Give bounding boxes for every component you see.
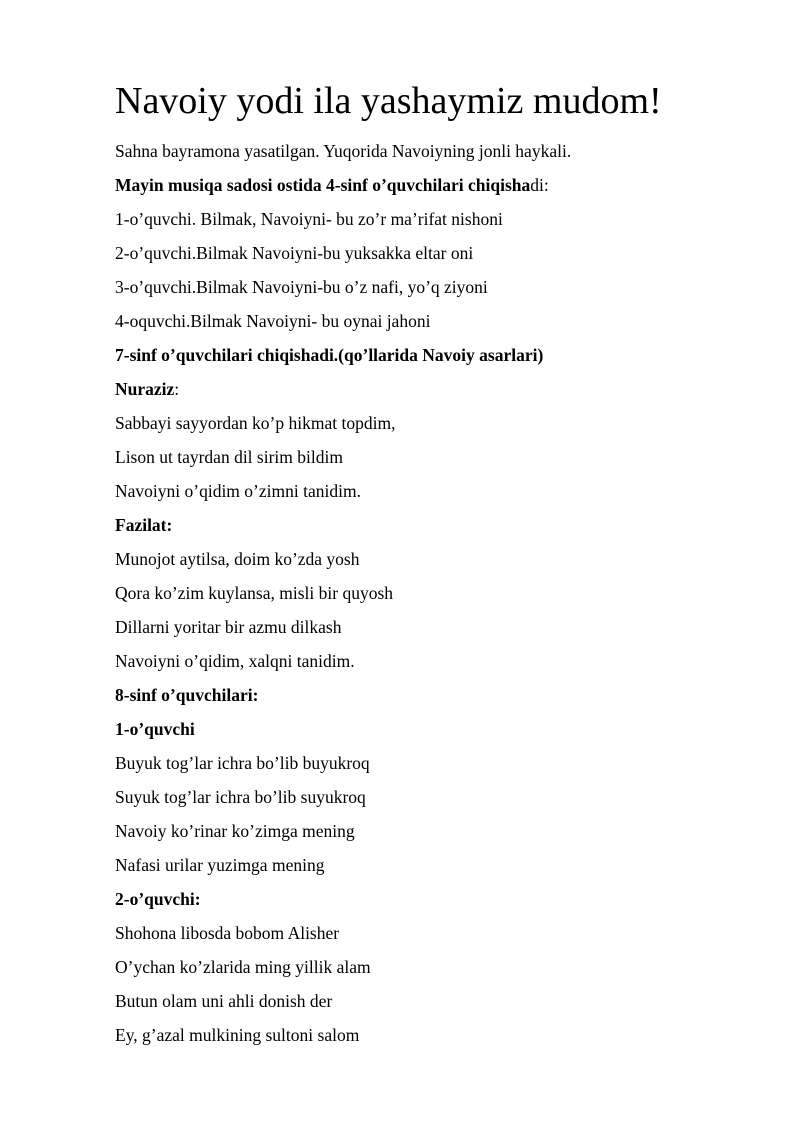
text-line <box>115 542 755 576</box>
line-text: 3-o’quvchi.Bilmak Navoiyni-bu o’z nafi, yo’q ziyoni <box>115 277 488 297</box>
line-suffix: : <box>174 379 180 399</box>
line-text: Sabbayi sayyordan ko’p hikmat topdim, <box>115 413 396 433</box>
text-line <box>115 916 755 950</box>
text-line <box>115 814 755 848</box>
line-text: Qora ko’zim kuylansa, misli bir quyosh <box>115 583 394 603</box>
bold-text-line <box>115 372 755 406</box>
line-text: Nafasi urilar yuzimga mening <box>115 855 325 875</box>
line-suffix: di: <box>530 175 549 195</box>
line-text: Munojot aytilsa, doim ko’zda yosh <box>115 549 360 569</box>
line-text: 1-o’quvchi <box>115 719 195 739</box>
text-line <box>115 576 755 610</box>
line-text: Suyuk tog’lar ichra bo’lib suyukroq <box>115 787 366 807</box>
text-line <box>115 440 755 474</box>
text-line <box>115 406 755 440</box>
line-text: Nuraziz <box>115 379 175 399</box>
text-line <box>115 848 755 882</box>
text-line <box>115 270 755 304</box>
line-text: Shohona libosda bobom Alisher <box>115 923 340 943</box>
text-line <box>115 950 755 984</box>
text-line <box>115 236 755 270</box>
text-line <box>115 984 755 1018</box>
bold-text-line <box>115 712 755 746</box>
line-text: Mayin musiqa sadosi ostida 4-sinf o’quvchilari chiqisha <box>115 175 531 195</box>
text-line <box>115 474 755 508</box>
document-title: Navoiy yodi ila yashaymiz mudom! <box>115 80 662 122</box>
line-text: Lison ut tayrdan dil sirim bildim <box>115 447 343 467</box>
line-text: Butun olam uni ahli donish der <box>115 991 333 1011</box>
line-text: Ey, g’azal mulkining sultoni salom <box>115 1025 360 1045</box>
line-text: 2-o’quvchi.Bilmak Navoiyni-bu yuksakka eltar oni <box>115 243 474 263</box>
line-text: 7-sinf o’quvchilari chiqishadi.(qo’llarida Navoiy asarlari) <box>115 345 544 365</box>
text-line <box>115 304 755 338</box>
line-text: 1-o’quvchi. Bilmak, Navoiyni- bu zo’r ma’rifat nishoni <box>115 209 503 229</box>
text-line <box>115 644 755 678</box>
line-text: Buyuk tog’lar ichra bo’lib buyukroq <box>115 753 370 773</box>
text-line <box>115 1018 755 1052</box>
line-text: Navoiy ko’rinar ko’zimga mening <box>115 821 355 841</box>
line-text: 8-sinf o’quvchilari: <box>115 685 259 705</box>
document-page <box>115 78 755 1052</box>
document-body <box>115 134 755 1052</box>
text-line <box>115 746 755 780</box>
line-text: Navoiyni o’qidim, xalqni tanidim. <box>115 651 355 671</box>
line-text: 4-oquvchi.Bilmak Navoiyni- bu oynai jahoni <box>115 311 431 331</box>
line-text: Dillarni yoritar bir azmu dilkash <box>115 617 342 637</box>
line-text: Sahna bayramona yasatilgan. Yuqorida Navoiyning jonli haykali. <box>115 141 572 161</box>
bold-text-line <box>115 168 755 202</box>
bold-text-line <box>115 338 755 372</box>
bold-text-line <box>115 882 755 916</box>
line-text: Fazilat: <box>115 515 173 535</box>
bold-text-line <box>115 508 755 542</box>
line-text: 2-o’quvchi: <box>115 889 201 909</box>
bold-text-line <box>115 678 755 712</box>
text-line <box>115 610 755 644</box>
line-text: Navoiyni o’qidim o’zimni tanidim. <box>115 481 361 501</box>
text-line <box>115 134 755 168</box>
text-line <box>115 780 755 814</box>
line-text: O’ychan ko’zlarida ming yillik alam <box>115 957 371 977</box>
text-line <box>115 202 755 236</box>
